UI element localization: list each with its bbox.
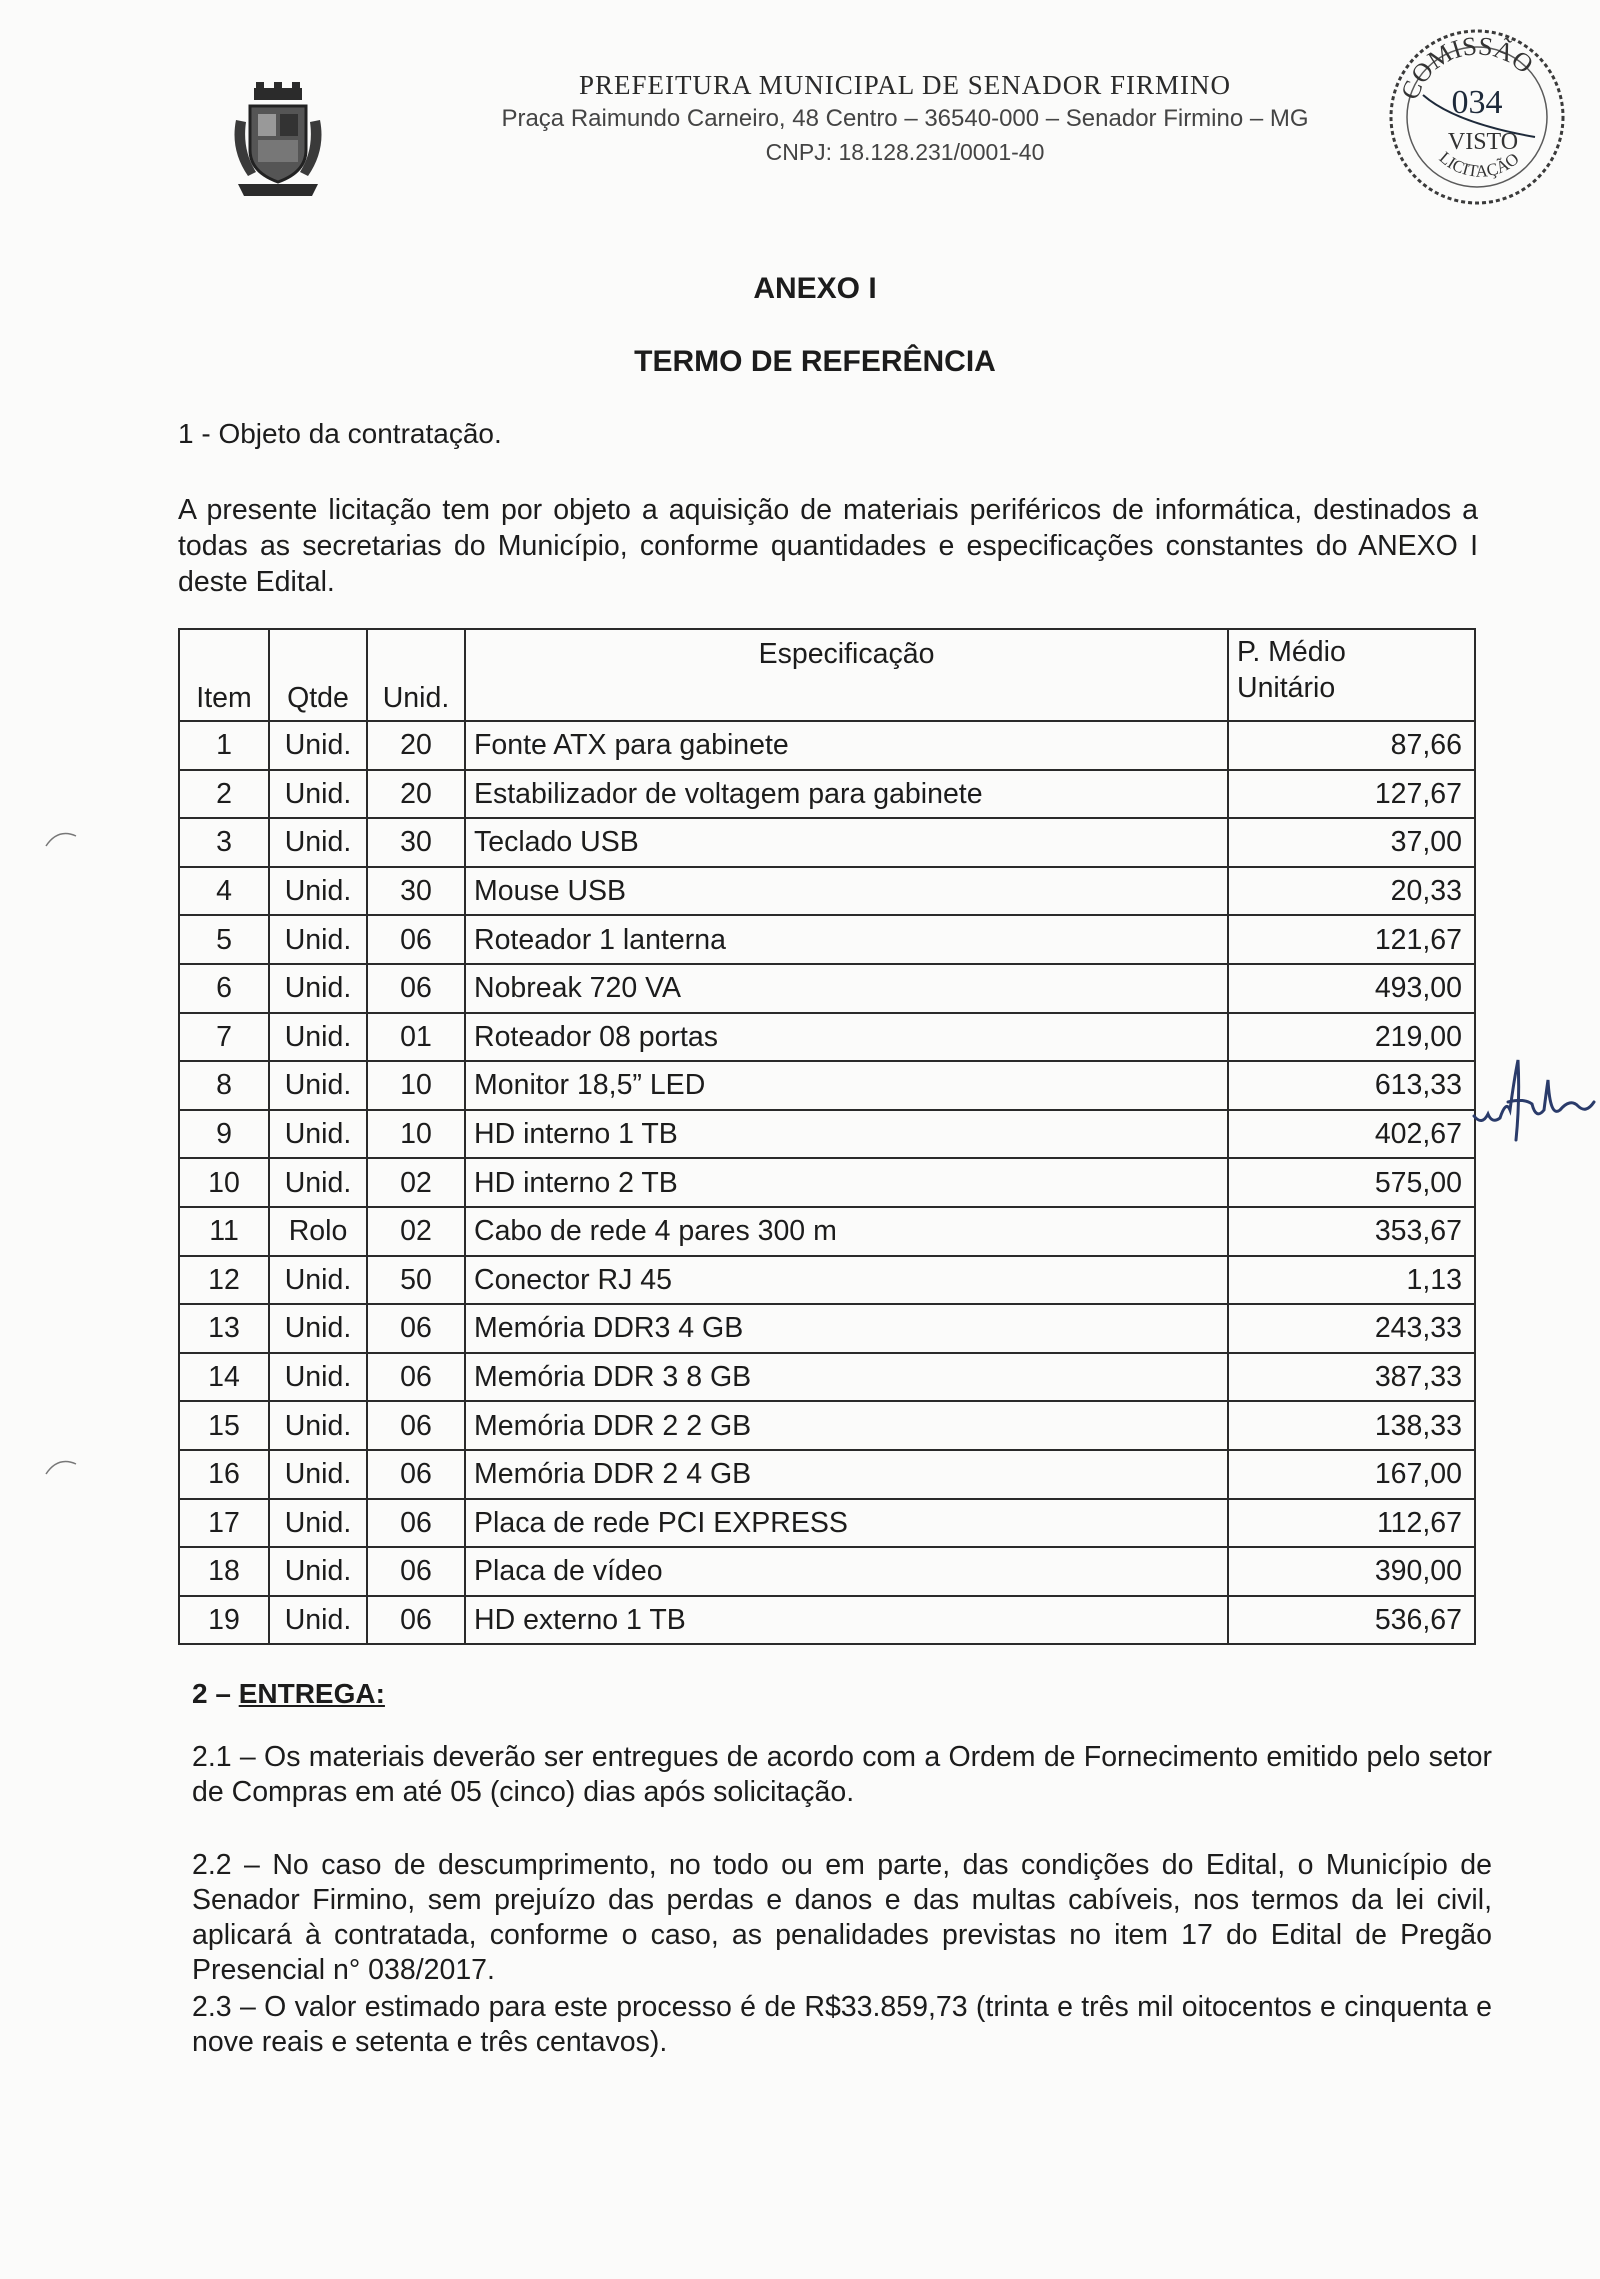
cell-item: 3 — [179, 818, 269, 867]
paragraph-2-1: 2.1 – Os materiais deverão ser entregues de acordo com a Ordem de Fornecimento emitido pelo setor de Compras em até 05 (cinco) dias após solicitação. — [192, 1741, 1492, 1808]
cell-qtde: Unid. — [269, 721, 367, 770]
margin-mark — [42, 1450, 82, 1480]
col-header-qtde: Qtde — [269, 629, 367, 721]
table-row — [179, 1158, 1475, 1207]
stamp-top-text: COMISSÃO — [1395, 31, 1539, 104]
cell-price: 167,00 — [1228, 1450, 1475, 1499]
cell-price: 243,33 — [1228, 1304, 1475, 1353]
cell-price: 219,00 — [1228, 1013, 1475, 1062]
cell-item: 7 — [179, 1013, 269, 1062]
cell-item: 11 — [179, 1207, 269, 1256]
cell-unid: 06 — [367, 1401, 465, 1450]
municipality-address: Praça Raimundo Carneiro, 48 Centro – 36540-000 – Senador Firmino – MG — [501, 105, 1309, 132]
cell-unid: 02 — [367, 1207, 465, 1256]
table-row — [179, 1256, 1475, 1305]
cell-spec: Placa de rede PCI EXPRESS — [465, 1499, 1228, 1548]
cell-unid: 10 — [367, 1110, 465, 1159]
cell-item: 5 — [179, 915, 269, 964]
cell-price: 37,00 — [1228, 818, 1475, 867]
cell-price: 575,00 — [1228, 1158, 1475, 1207]
cell-qtde: Unid. — [269, 818, 367, 867]
col-header-unid: Unid. — [367, 629, 465, 721]
table-row — [179, 1013, 1475, 1062]
cell-qtde: Unid. — [269, 1499, 367, 1548]
cell-unid: 30 — [367, 818, 465, 867]
stamp-middle-text: VISTO — [1447, 129, 1519, 155]
cell-unid: 06 — [367, 1596, 465, 1645]
stamp-number: 034 — [1451, 84, 1503, 121]
cell-spec: Fonte ATX para gabinete — [465, 721, 1228, 770]
cell-unid: 06 — [367, 1304, 465, 1353]
section2-heading-num: 2 – — [192, 1678, 239, 1709]
cell-qtde: Unid. — [269, 1013, 367, 1062]
cell-qtde: Unid. — [269, 1256, 367, 1305]
section1-text: A presente licitação tem por objeto a aquisição de materiais periféricos de informática, destinados a todas as secretarias do Município, conforme quantidades e especificações constantes do ANEXO I deste Edital. — [178, 494, 1478, 598]
section1-heading: 1 - Objeto da contratação. — [178, 418, 502, 449]
cell-item: 1 — [179, 721, 269, 770]
paragraph-2-3: 2.3 – O valor estimado para este processo é de R$33.859,73 (trinta e três mil oitocentos e cinquenta e nove reais e setenta e três centavos). — [192, 1991, 1492, 2058]
cell-item: 17 — [179, 1499, 269, 1548]
table-row — [179, 1207, 1475, 1256]
annex-subtitle: TERMO DE REFERÊNCIA — [634, 345, 996, 378]
cell-price: 402,67 — [1228, 1110, 1475, 1159]
cell-unid: 06 — [367, 1353, 465, 1402]
annex-title: ANEXO I — [753, 272, 877, 305]
cell-price: 1,13 — [1228, 1256, 1475, 1305]
cell-spec: Nobreak 720 VA — [465, 964, 1228, 1013]
cell-qtde: Unid. — [269, 1353, 367, 1402]
cell-item: 6 — [179, 964, 269, 1013]
cell-unid: 30 — [367, 867, 465, 916]
cell-qtde: Unid. — [269, 964, 367, 1013]
cell-unid: 06 — [367, 915, 465, 964]
specification-table — [178, 628, 1476, 1645]
cell-spec: Memória DDR3 4 GB — [465, 1304, 1228, 1353]
cell-price: 112,67 — [1228, 1499, 1475, 1548]
municipality-cnpj: CNPJ: 18.128.231/0001-40 — [765, 139, 1045, 165]
cell-item: 18 — [179, 1547, 269, 1596]
cell-price: 121,67 — [1228, 915, 1475, 964]
cell-unid: 01 — [367, 1013, 465, 1062]
table-row — [179, 1401, 1475, 1450]
table-row — [179, 1547, 1475, 1596]
cell-unid: 06 — [367, 1547, 465, 1596]
cell-unid: 10 — [367, 1061, 465, 1110]
cell-item: 15 — [179, 1401, 269, 1450]
stamp-bottom-text: LICITAÇÃO — [1435, 147, 1523, 181]
cell-spec: Conector RJ 45 — [465, 1256, 1228, 1305]
cell-item: 19 — [179, 1596, 269, 1645]
cell-spec: Roteador 08 portas — [465, 1013, 1228, 1062]
cell-unid: 06 — [367, 1499, 465, 1548]
table-row — [179, 964, 1475, 1013]
cell-price: 87,66 — [1228, 721, 1475, 770]
table-row — [179, 1110, 1475, 1159]
cell-spec: HD interno 1 TB — [465, 1110, 1228, 1159]
cell-price: 127,67 — [1228, 770, 1475, 819]
margin-mark — [42, 822, 82, 852]
cell-spec: HD externo 1 TB — [465, 1596, 1228, 1645]
cell-item: 14 — [179, 1353, 269, 1402]
municipality-name: PREFEITURA MUNICIPAL DE SENADOR FIRMINO — [578, 70, 1232, 100]
cell-item: 9 — [179, 1110, 269, 1159]
table-row — [179, 1450, 1475, 1499]
table-row — [179, 721, 1475, 770]
cell-unid: 02 — [367, 1158, 465, 1207]
col-header-spec: Especificação — [465, 629, 1228, 721]
cell-price: 387,33 — [1228, 1353, 1475, 1402]
cell-spec: Memória DDR 2 2 GB — [465, 1401, 1228, 1450]
table-row — [179, 867, 1475, 916]
cell-qtde: Unid. — [269, 1450, 367, 1499]
cell-item: 2 — [179, 770, 269, 819]
col-header-price — [1228, 629, 1475, 721]
cell-qtde: Unid. — [269, 1547, 367, 1596]
cell-price: 20,33 — [1228, 867, 1475, 916]
cell-qtde: Unid. — [269, 1596, 367, 1645]
cell-spec: Memória DDR 2 4 GB — [465, 1450, 1228, 1499]
table-row — [179, 818, 1475, 867]
section2-heading-word: ENTREGA: — [238, 1678, 385, 1709]
cell-qtde: Unid. — [269, 1061, 367, 1110]
cell-item: 10 — [179, 1158, 269, 1207]
cell-spec: HD interno 2 TB — [465, 1158, 1228, 1207]
cell-spec: Monitor 18,5” LED — [465, 1061, 1228, 1110]
cell-item: 4 — [179, 867, 269, 916]
cell-qtde: Unid. — [269, 1110, 367, 1159]
cell-qtde: Unid. — [269, 1158, 367, 1207]
table-row — [179, 1499, 1475, 1548]
table-header-row — [179, 629, 1475, 721]
cell-qtde: Unid. — [269, 1401, 367, 1450]
table-row — [179, 1353, 1475, 1402]
section2-heading — [192, 1678, 385, 1710]
table-row — [179, 1061, 1475, 1110]
cell-qtde: Unid. — [269, 915, 367, 964]
cell-item: 13 — [179, 1304, 269, 1353]
cell-item: 16 — [179, 1450, 269, 1499]
table-body — [179, 721, 1475, 1644]
cell-spec: Roteador 1 lanterna — [465, 915, 1228, 964]
col-header-item: Item — [179, 629, 269, 721]
cell-qtde: Rolo — [269, 1207, 367, 1256]
table-row — [179, 1596, 1475, 1645]
cell-unid: 50 — [367, 1256, 465, 1305]
table-row — [179, 915, 1475, 964]
cell-spec: Mouse USB — [465, 867, 1228, 916]
cell-price: 138,33 — [1228, 1401, 1475, 1450]
cell-unid: 06 — [367, 964, 465, 1013]
table-row — [179, 1304, 1475, 1353]
cell-qtde: Unid. — [269, 867, 367, 916]
cell-qtde: Unid. — [269, 770, 367, 819]
cell-price: 493,00 — [1228, 964, 1475, 1013]
cell-spec: Estabilizador de voltagem para gabinete — [465, 770, 1228, 819]
cell-spec: Cabo de rede 4 pares 300 m — [465, 1207, 1228, 1256]
cell-price: 536,67 — [1228, 1596, 1475, 1645]
handwritten-initials — [1470, 1040, 1600, 1150]
cell-unid: 20 — [367, 721, 465, 770]
cell-price: 353,67 — [1228, 1207, 1475, 1256]
cell-qtde: Unid. — [269, 1304, 367, 1353]
paragraph-2-2: 2.2 – No caso de descumprimento, no todo ou em parte, das condições do Edital, o Município de Senador Firmino, sem prejuízo das perdas e danos e das multas cabíveis, nos termos da lei civil, aplicará à contratada, conforme o caso, as penalidades previstas no item 17 do Edital de Pregão Presencial n° 038/2017. — [192, 1849, 1492, 1986]
cell-spec: Placa de vídeo — [465, 1547, 1228, 1596]
commission-stamp — [1385, 25, 1570, 210]
table-row — [179, 770, 1475, 819]
cell-item: 8 — [179, 1061, 269, 1110]
cell-item: 12 — [179, 1256, 269, 1305]
letterhead — [400, 70, 1410, 166]
cell-price: 390,00 — [1228, 1547, 1475, 1596]
municipal-crest-icon — [228, 80, 328, 200]
cell-unid: 20 — [367, 770, 465, 819]
price-header-line2: Unitário — [1237, 672, 1336, 704]
cell-price: 613,33 — [1228, 1061, 1475, 1110]
cell-spec: Teclado USB — [465, 818, 1228, 867]
cell-spec: Memória DDR 3 8 GB — [465, 1353, 1228, 1402]
cell-unid: 06 — [367, 1450, 465, 1499]
price-header-line1: P. Médio — [1237, 636, 1346, 668]
